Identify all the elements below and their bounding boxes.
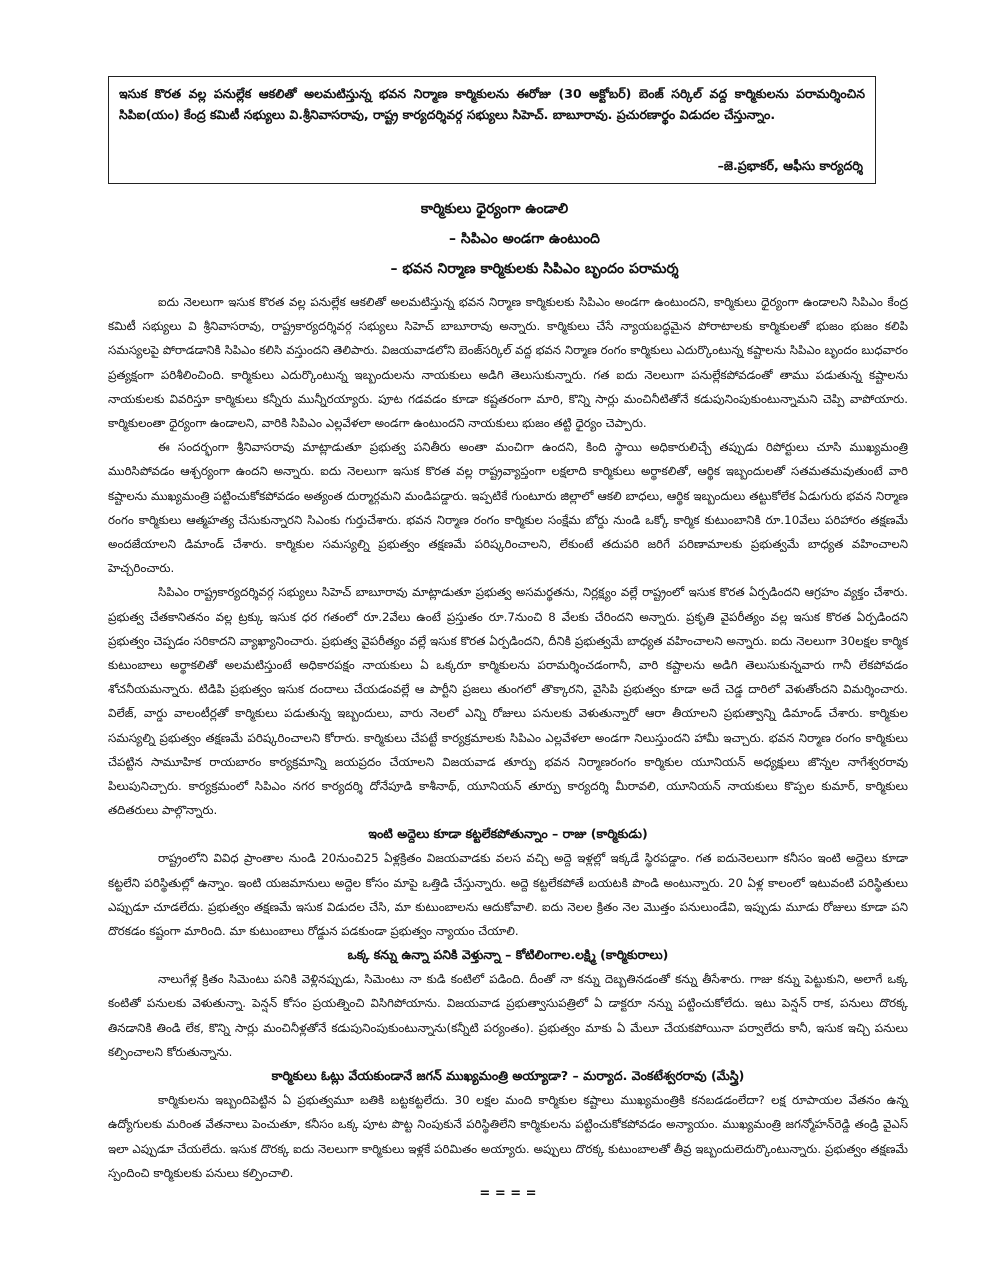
end-mark: = = = =	[479, 1185, 537, 1201]
signature: –జె.ప్రభాకర్, ఆఫీసు కార్యదర్శి	[717, 158, 863, 173]
paragraph-2: ఈ సందర్భంగా శ్రీనివాసరావు మాట్లాడుతూ ప్రభుత్వ పనితీరు అంతా మంచిగా ఉందని, కింది స్థాయి అధికారులిచ్చే తప్పుడు రిపోర్టులు చూసి ముఖ్యమంత్రి మురిసిపోవడం ఆశ్చర్యంగా ఉందని అన్నారు. ఐదు నెలలుగా ఇసుక కొరత వల్ల రాష్ట్రవ్యాప్తంగా లక్షలాది కార్మికులు అర్థాకలితో, ఆర్థిక ఇబ్బందులతో సతమతమవుతుంటే వారి కష్టాలను ముఖ్యమంత్రి పట్టించుకోకపోవడం అత్యంత దుర్మార్గమని మండిపడ్డారు. ఇప్పటికే గుంటూరు జిల్లాలో ఆకలి బాధలు, ఆర్థిక ఇబ్బందులు తట్టుకోలేక ఏడుగురు భవన నిర్మాణ రంగం కార్మికులు ఆత్మహత్య చేసుకున్నారని సిఎంకు గుర్తుచేశారు. భవన నిర్మాణ రంగం కార్మికుల సంక్షేమ బోర్డు నుండి ఒక్కో కార్మిక కుటుంబానికి రూ.10వేలు పరిహారం తక్షణమే అందజేయాలని డిమాండ్ చేశారు. కార్మికుల సమస్యల్ని ప్రభుత్వం తక్షణమే పరిష్కరించాలని, లేకుంటే తదుపరి జరిగే పరిణామాలకు ప్రభుత్వమే బాధ్యత వహించాలని హెచ్చరించారు.	[108, 440, 908, 576]
subheadline-1: – సిపిఎం అండగా ఉంటుంది	[449, 231, 600, 247]
quote-heading-lakshmi: ఒక్క కన్ను ఉన్నా పనికి వెళ్తున్నా – కోటిలింగాల.లక్ష్మి (కార్మికురాలు)	[347, 947, 669, 963]
paragraph-5: నాలుగేళ్ల క్రితం సిమెంటు పనికి వెళ్లినప్పుడు, సిమెంటు నా కుడి కంటిలో పడింది. దీంతో నా కన్ను దెబ్బతినడంతో కన్ను తీసేశారు. గాజు కన్ను పెట్టుకుని, అలాగే ఒక్క కంటితో పనులకు వెళుతున్నా. పెన్షన్ కోసం ప్రయత్నించి విసిగిపోయాను. విజయవాడ ప్రభుత్వాసుపత్రిలో ఏ డాక్టరూ నన్ను పట్టించుకోలేదు. ఇటు పెన్షన్ రాక, పనులు దొరక్క తినడానికి తిండి లేక, కొన్ని సార్లు మంచినీళ్లతోనే కడుపునింపుకుంటున్నాను(కన్నీటి పర్యంతం). ప్రభుత్వం మాకు ఏ మేలూ చేయకపోయినా పర్వాలేదు కానీ, ఇసుక ఇచ్చి పనులు కల్పించాలని కోరుతున్నాను.	[108, 972, 908, 1059]
headline-block	[0, 194, 989, 284]
paragraph-3: సిపిఎం రాష్ట్రకార్యదర్శివర్గ సభ్యులు సిహెచ్ బాబూరావు మాట్లాడుతూ ప్రభుత్వ అసమర్థతను, నిర్లక్ష్యం వల్లే రాష్ట్రంలో ఇసుక కొరత ఏర్పడిందని ఆగ్రహం వ్యక్తం చేశారు. ప్రభుత్వ చేతకానితనం వల్ల ట్రక్కు ఇసుక ధర గతంలో రూ.2వేలు ఉంటే ప్రస్తుతం రూ.7నుంచి 8 వేలకు చేరిందని అన్నారు. ప్రకృతి వైపరీత్యం వల్ల ఇసుక కొరత ఏర్పడిందని ప్రభుత్వం చెప్పడం సరికాదని వ్యాఖ్యానించారు. ప్రభుత్వ వైపరీత్యం వల్లే ఇసుక కొరత ఏర్పడిందని, దీనికి ప్రభుత్వమే బాధ్యత వహించాలని అన్నారు. ఐదు నెలలుగా 30లక్షల కార్మిక కుటుంబాలు అర్థాకలితో అలమటిస్తుంటే అధికారపక్షం నాయకులు ఏ ఒక్కరూ కార్మికులను పరామర్శించడంగానీ, వారి కష్టాలను అడిగి తెలుసుకున్నవారు గానీ లేకపోవడం శోచనీయమన్నారు. టిడిపి ప్రభుత్వం ఇసుక దందాలు చేయడంవల్లే ఆ పార్టీని ప్రజలు తుంగలో తొక్కారని, వైసిపి ప్రభుత్వం కూడా అదే చెడ్డ దారిలో వెళుతోందని విమర్శించారు. విలేజ్, వార్డు వాలంటీర్లతో కార్మికులు పడుతున్న ఇబ్బందులు, వారు నెలలో ఎన్ని రోజులు పనులకు వెళుతున్నారో ఆరా తీయాలని ప్రభుత్వాన్ని డిమాండ్ చేశారు. కార్మికుల సమస్యల్ని ప్రభుత్వం తక్షణమే పరిష్కరించాలని కోరారు. కార్మికులు చేపట్టే కార్యక్రమాలకు సిపిఎం ఎల్లవేళలా అండగా నిలుస్తుందని హామీ ఇచ్చారు. భవన నిర్మాణ రంగం కార్మికులు చేపట్టిన సామూహిక రాయబారం కార్యక్రమాన్ని జయప్రదం చేయాలని విజయవాడ తూర్పు భవన నిర్మాణరంగం కార్మికుల యూనియన్ అధ్యక్షులు జొన్నల నాగేశ్వరరావు పిలుపునిచ్చారు. కార్యక్రమంలో సిపిఎం నగర కార్యదర్శి దోనేపూడి కాశీనాథ్, యూనియన్ తూర్పు కార్యదర్శి మీరావలి, యూనియన్ నాయకులు కొప్పల కుమార్, కార్మికులు తదితరులు పాల్గొన్నారు.	[108, 585, 908, 818]
article-body	[108, 290, 908, 1203]
press-note-text: ఇసుక కొరత వల్ల పనుల్లేక ఆకలితో అలమటిస్తున్న భవన నిర్మాణ కార్మికులను ఈరోజు (30 అక్టోబర్) బెంజ్ సర్కిల్ వద్ద కార్మికులను పరామర్శించిన సిపిఐ(యం) కేంద్ర కమిటీ సభ్యులు వి.శ్రీనివాసరావు, రాష్ట్ర కార్యదర్శివర్గ సభ్యులు సిహెచ్. బాబూరావు. ప్రచురణార్థం విడుదల చేస్తున్నాం.	[119, 86, 865, 122]
paragraph-6: కార్మికులను ఇబ్బందిపెట్టిన ఏ ప్రభుత్వమూ బతికి బట్టకట్టలేదు. 30 లక్షల మంది కార్మికుల కష్టాలు ముఖ్యమంత్రికి కనబడడంలేదా? లక్ష రూపాయల వేతనం ఉన్న ఉద్యోగులకు మరింత వేతనాలు పెంచుతూ, కనీసం ఒక్క పూట పొట్ట నింపుకునే పరిస్థితిలేని కార్మికులను పట్టించుకోకపోవడం అన్యాయం. ముఖ్యమంత్రి జగన్మోహన్‌రెడ్డి తండ్రి వైఎస్ ఇలా ఎప్పుడూ చేయలేదు. ఇసుక దొరక్క ఐదు నెలలుగా కార్మికులు ఇళ్లకే పరిమితం అయ్యారు. అప్పులు దొరక్క కుటుంబాలతో తీవ్ర ఇబ్బందులెదుర్కొంటున్నారు. ప్రభుత్వం తక్షణమే స్పందించి కార్మికులకు పనులు కల్పించాలి.	[108, 1093, 908, 1180]
quote-heading-venkateswararao: కార్మికులు ఓట్లు వేయకుండానే జగన్ ముఖ్యమంత్రి అయ్యాడా? – మర్యాద. వెంకటేశ్వరరావు (మేస్త్రి)	[271, 1068, 745, 1084]
paragraph-1: ఐదు నెలలుగా ఇసుక కొరత వల్ల పనుల్లేక ఆకలితో అలమటిస్తున్న భవన నిర్మాణ కార్మికులకు సిపిఎం అండగా ఉంటుందని, కార్మికులు ధైర్యంగా ఉండాలని సిపిఎం కేంద్ర కమిటీ సభ్యులు వి శ్రీనివాసరావు, రాష్ట్రకార్యదర్శివర్గ సభ్యులు సిహెచ్ బాబూరావు అన్నారు. కార్మికులు చేసే న్యాయబద్ధమైన పోరాటాలకు కార్మికులతో భుజం భుజం కలిపి సమస్యలపై పోరాడడానికి సిపిఎం కలిసి వస్తుందని తెలిపారు. విజయవాడలోని బెంజ్‌సర్కిల్ వద్ద భవన నిర్మాణ రంగం కార్మికులు ఎదుర్కొంటున్న కష్టాలను సిపిఎం బృందం బుధవారం ప్రత్యక్షంగా పరిశీలించింది. కార్మికులు ఎదుర్కొంటున్న ఇబ్బందులను నాయకులు అడిగి తెలుసుకున్నారు. గత ఐదు నెలలుగా పనుల్లేకపోవడంతో తాము పడుతున్న కష్టాలను నాయకులకు వివరిస్తూ కార్మికులు కన్నీరు మున్నీరయ్యారు. పూట గడవడం కూడా కష్టతరంగా మారి, కొన్ని సార్లు మంచినీటితోనే కడుపునింపుకుంటున్నామని చెప్పి వాపోయారు. కార్మికులంతా ధైర్యంగా ఉండాలని, వారికి సిపిఎం ఎల్లవేళలా అండగా ఉంటుందని నాయకులు భుజం తట్టి ధైర్యం చెప్పారు.	[108, 295, 908, 431]
quote-heading-raju: ఇంటి అద్దెలు కూడా కట్టలేకపోతున్నాం – రాజు (కార్మికుడు)	[368, 826, 648, 842]
press-note-box	[108, 76, 876, 184]
subheadline-2: – భవన నిర్మాణ కార్మికులకు సిపిఎం బృందం పరామర్శ	[390, 261, 679, 277]
headline: కార్మికులు ధైర్యంగా ఉండాలి	[420, 201, 569, 217]
paragraph-4: రాష్ట్రంలోని వివిధ ప్రాంతాల నుండి 20నుంచి25 ఏళ్లక్రితం విజయవాడకు వలస వచ్చి అద్దె ఇళ్లల్లో ఇక్కడే స్థిరపడ్డాం. గత ఐదునెలలుగా కనీసం ఇంటి అద్దెలు కూడా కట్టలేని పరిస్థితుల్లో ఉన్నాం. ఇంటి యజమానులు అద్దెల కోసం మాపై ఒత్తిడి చేస్తున్నారు. అద్దె కట్టలేకపోతే బయటకి పొండి అంటున్నారు. 20 ఏళ్ల కాలంలో ఇటువంటి పరిస్థితులు ఎప్పుడూ చూడలేదు. ప్రభుత్వం తక్షణమే ఇసుక విడుదల చేసి, మా కుటుంబాలను ఆదుకోవాలి. ఐదు నెలల క్రితం నెల మొత్తం పనులుండేవి, ఇప్పుడు మూడు రోజులు కూడా పని దొరకడం కష్టంగా మారింది. మా కుటుంబాలు రోడ్డున పడకుండా ప్రభుత్వం న్యాయం చేయాలి.	[108, 851, 908, 939]
